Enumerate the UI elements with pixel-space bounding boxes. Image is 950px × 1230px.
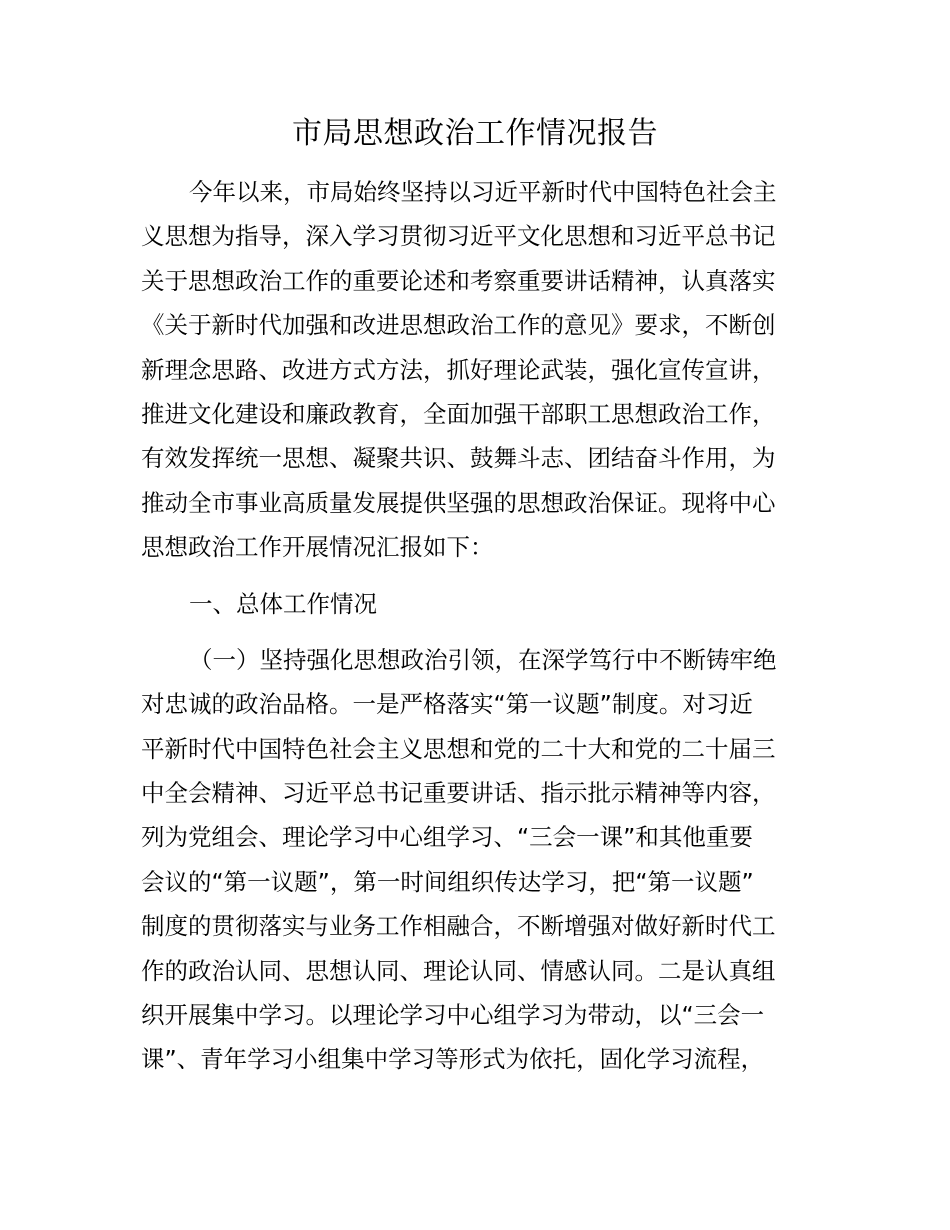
paragraph-line: （一）坚持强化思想政治引领，在深学笃行中不断铸牢绝 [189,645,777,674]
document-body [141,170,821,1082]
paragraph-line: 推进文化建设和廉政教育，全面加强干部职工思想政治工作， [141,399,776,428]
paragraph-line: 关于思想政治工作的重要论述和考察重要讲话精神，认真落实 [141,266,776,295]
paragraph-line: 对忠诚的政治品格。一是严格落实“第一议题”制度。对习近 [141,690,753,719]
paragraph-line: 思想政治工作开展情况汇报如下： [141,533,494,562]
paragraph-line: 作的政治认同、思想认同、理论认同、情感认同。二是认真组 [141,956,776,985]
paragraph-line: 有效发挥统一思想、凝聚共识、鼓舞斗志、团结奋斗作用，为 [141,444,776,473]
paragraph-line: 制度的贯彻落实与业务工作相融合，不断增强对做好新时代工 [141,912,776,941]
paragraph-line: 会议的“第一议题”，第一时间组织传达学习，把“第一议题” [141,867,754,896]
section-heading: 一、总体工作情况 [189,589,377,618]
paragraph-line: 列为党组会、理论学习中心组学习、“三会一课”和其他重要 [141,823,753,852]
document-title: 市局思想政治工作情况报告 [292,116,658,151]
paragraph-line: 义思想为指导，深入学习贯彻习近平文化思想和习近平总书记 [141,222,776,251]
paragraph-line: 今年以来，市局始终坚持以习近平新时代中国特色社会主 [189,178,777,206]
paragraph-line: 平新时代中国特色社会主义思想和党的二十大和党的二十届三 [141,734,776,763]
paragraph-line: 《关于新时代加强和改进思想政治工作的意见》要求，不断创 [141,311,776,340]
paragraph-line: 推动全市事业高质量发展提供坚强的思想政治保证。现将中心 [141,488,776,517]
paragraph-line: 新理念思路、改进方式方法，抓好理论武装，强化宣传宣讲， [141,355,776,384]
paragraph-line: 课”、青年学习小组集中学习等形式为依托，固化学习流程， [141,1045,765,1074]
paragraph-line: 织开展集中学习。以理论学习中心组学习为带动，以“三会一 [141,1001,765,1030]
paragraph-line: 中全会精神、习近平总书记重要讲话、指示批示精神等内容， [141,779,776,808]
